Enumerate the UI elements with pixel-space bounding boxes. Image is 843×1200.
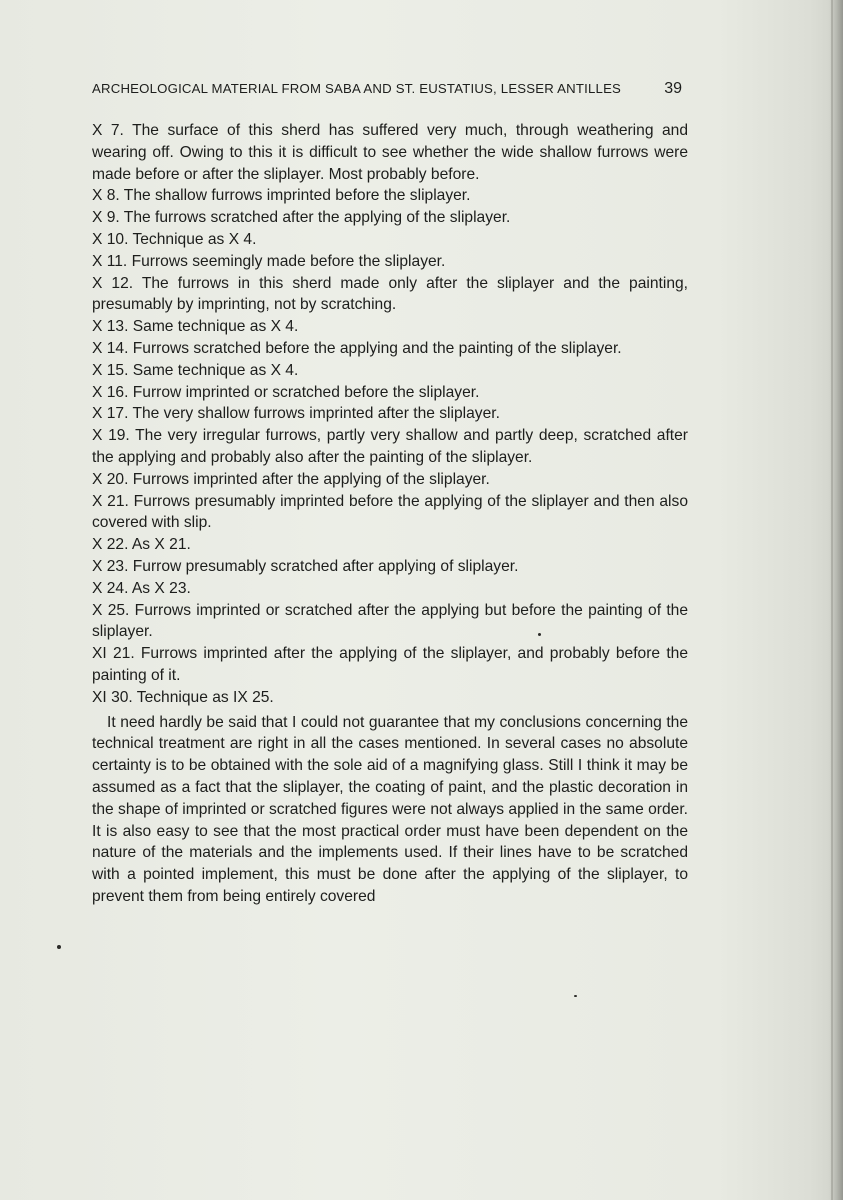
entry-xi30: XI 30. Technique as IX 25. — [92, 688, 274, 706]
print-speck — [538, 633, 541, 636]
entry-x22: X 22. As X 21. — [92, 536, 191, 554]
print-speck — [574, 995, 577, 997]
running-title: ARCHEOLOGICAL MATERIAL FROM SABA AND ST. EUSTATIUS, LESSER ANTILLES — [92, 81, 622, 96]
page-header — [92, 80, 682, 102]
entry-x13: X 13. Same technique as X 4. — [92, 318, 299, 336]
closing-paragraph: It need hardly be said that I could not guarantee that my conclusions concerning the technical treatment are right in all the cases mentioned. In several cases no absolute certainty is to be obtained with the sole aid of a magnifying glass. Still I think it may be assumed as a fact that the sliplayer, the coating of paint, and the plastic decoration in the shape of imprinted or scratched figures were not always applied in the same order. It is also easy to see that the most practical order must have been dependent on the nature of the materials and the implements used. If their lines have to be scratched with a pointed implement, this must be done after the applying of the sliplayer, to prevent them from being entirely covered — [92, 713, 688, 905]
entry-x10: X 10. Technique as X 4. — [92, 230, 257, 248]
entry-x15: X 15. Same technique as X 4. — [92, 361, 299, 379]
entry-x7: X 7. The surface of this sherd has suffered very much, through weathering and wearing off. Owing to this it is difficult to see whether the wide shallow furrows were made before or after the sliplayer. Most probably before. — [92, 122, 688, 183]
entry-x12: X 12. The furrows in this sherd made only after the sliplayer and the painting, presumably by imprinting, not by scratching. — [92, 274, 688, 314]
entry-x14: X 14. Furrows scratched before the applying and the painting of the sliplayer. — [92, 339, 622, 357]
entry-x19: X 19. The very irregular furrows, partly very shallow and partly deep, scratched after the applying and probably also after the painting of the sliplayer. — [92, 427, 688, 466]
entry-x25: X 25. Furrows imprinted or scratched after the applying but before the painting of the sliplayer. — [92, 601, 688, 641]
entry-x21: X 21. Furrows presumably imprinted before the applying of the sliplayer and then also covered with slip. — [92, 492, 688, 532]
page-number: 39 — [664, 80, 682, 97]
entry-x9: X 9. The furrows scratched after the applying of the sliplayer. — [92, 209, 511, 227]
body-text — [92, 120, 688, 908]
entry-x11: X 11. Furrows seemingly made before the sliplayer. — [92, 252, 446, 270]
entry-xi21: XI 21. Furrows imprinted after the applying of the sliplayer, and probably before the painting of it. — [92, 645, 688, 684]
entry-x24: X 24. As X 23. — [92, 579, 191, 597]
entry-x23: X 23. Furrow presumably scratched after applying of sliplayer. — [92, 557, 519, 575]
print-speck — [57, 945, 61, 949]
entry-x17: X 17. The very shallow furrows imprinted after the sliplayer. — [92, 405, 500, 423]
entry-x20: X 20. Furrows imprinted after the applying of the sliplayer. — [92, 470, 490, 488]
page-edge-line — [831, 0, 833, 1200]
entry-x8: X 8. The shallow furrows imprinted before the sliplayer. — [92, 187, 471, 205]
entry-x16: X 16. Furrow imprinted or scratched before the sliplayer. — [92, 383, 480, 401]
